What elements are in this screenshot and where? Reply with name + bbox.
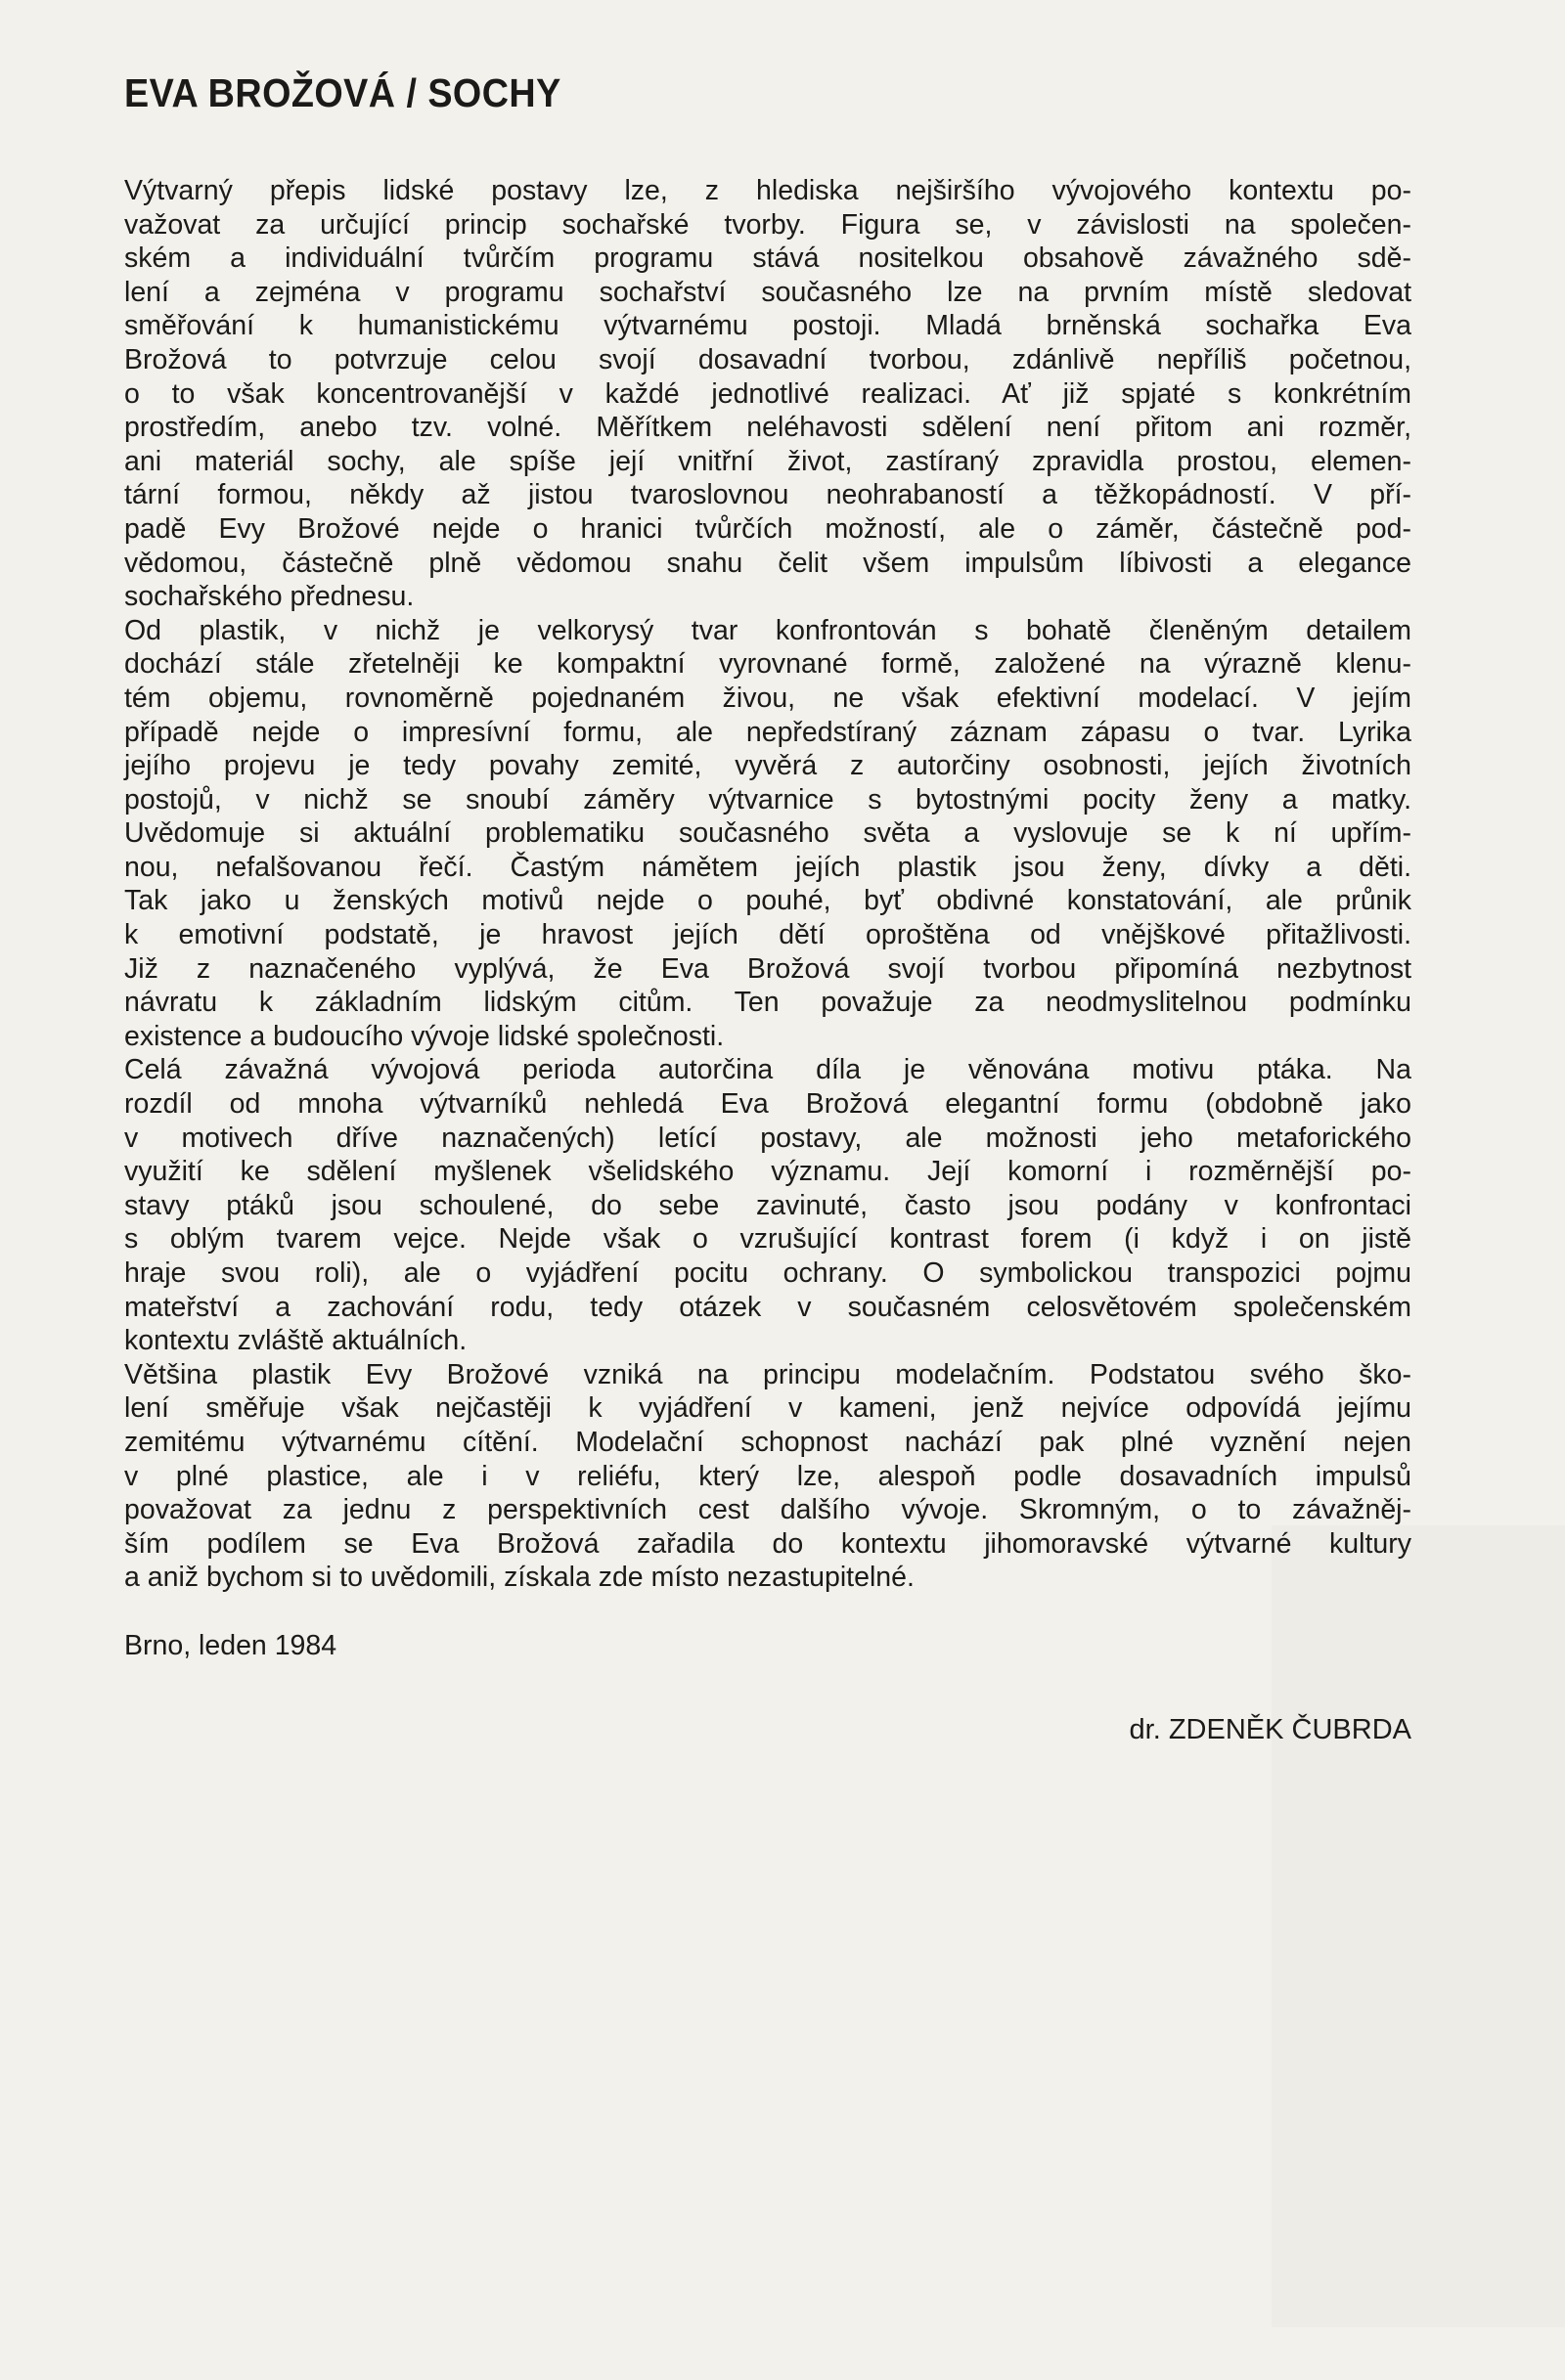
text-line: ani materiál sochy, ale spíše její vnitřní život, zastíraný zpravidla prostou, elemen- — [124, 445, 1411, 477]
text-line: vědomou, částečně plně vědomou snahu čelit všem impulsům líbivosti a elegance — [124, 547, 1411, 579]
text-line: zemitému výtvarnému cítění. Modelační schopnost nachází pak plné vyznění nejen — [124, 1426, 1411, 1458]
text-line: rozdíl od mnoha výtvarníků nehledá Eva Brožová elegantní formu (obdobně jako — [124, 1088, 1411, 1121]
text-line: v plné plastice, ale i v reliéfu, který lze, alespoň podle dosavadních impulsů — [124, 1460, 1411, 1492]
text-line: mateřství a zachování rodu, tedy otázek v současném celosvětovém společenském — [124, 1291, 1411, 1323]
paragraph — [124, 1053, 1411, 1357]
text-line: návratu k základním lidským citům. Ten považuje za neodmyslitelnou podmínku — [124, 987, 1411, 1019]
text-line: dochází stále zřetelněji ke kompaktní vyrovnané formě, založené na výrazně klenu- — [124, 648, 1411, 681]
place-date: Brno, leden 1984 — [124, 1630, 337, 1661]
text-line: k emotivní podstatě, je hravost jejích dětí oproštěna od vnějškové přitažlivosti. — [124, 919, 1411, 951]
text-line: Již z naznačeného vyplývá, že Eva Brožová svojí tvorbou připomíná nezbytnost — [124, 952, 1411, 985]
text-line: směřování k humanistickému výtvarnému postoji. Mladá brněnská sochařka Eva — [124, 310, 1411, 342]
text-line: kontextu zvláště aktuálních. — [124, 1325, 468, 1357]
text-line: Tak jako u ženských motivů nejde o pouhé, byť obdivné konstatování, ale průnik — [124, 885, 1411, 917]
author-signature: dr. ZDENĚK ČUBRDA — [1129, 1714, 1411, 1745]
page-show-through — [1272, 1525, 1565, 2327]
text-line: tární formou, někdy až jistou tvaroslovnou neohrabaností a těžkopádností. V pří- — [124, 479, 1411, 511]
text-line: ším podílem se Eva Brožová zařadila do kontextu jihomoravské výtvarné kultury — [124, 1527, 1411, 1560]
text-line: padě Evy Brožové nejde o hranici tvůrčích možností, ale o záměr, částečně pod- — [124, 512, 1411, 545]
text-line: a aniž bychom si to uvědomili, získala zde místo nezastupitelné. — [124, 1562, 915, 1594]
text-line: stavy ptáků jsou schoulené, do sebe zavinuté, často jsou podány v konfrontaci — [124, 1189, 1411, 1221]
text-line: tém objemu, rovnoměrně pojednaném živou, ne však efektivní modelací. V jejím — [124, 682, 1411, 714]
text-line: Celá závažná vývojová perioda autorčina díla je věnována motivu ptáka. Na — [124, 1054, 1411, 1086]
text-line: ském a individuální tvůrčím programu stává nositelkou obsahově závažného sdě- — [124, 242, 1411, 275]
text-line: lení směřuje však nejčastěji k vyjádření v kameni, jenž nejvíce odpovídá jejímu — [124, 1392, 1411, 1425]
text-line: Uvědomuje si aktuální problematiku současného světa a vyslovuje se k ní upřím- — [124, 817, 1411, 850]
page-title: EVA BROŽOVÁ / SOCHY — [124, 70, 561, 115]
article-body — [124, 174, 1411, 1595]
text-line: jejího projevu je tedy povahy zemité, vyvěrá z autorčiny osobnosti, jejích životních — [124, 750, 1411, 782]
text-line: Většina plastik Evy Brožové vzniká na principu modelačním. Podstatou svého ško- — [124, 1358, 1411, 1390]
text-line: o to však koncentrovanější v každé jednotlivé realizaci. Ať již spjaté s konkrétním — [124, 377, 1411, 410]
text-line: sochařského přednesu. — [124, 581, 415, 613]
text-line: v motivech dříve naznačených) letící postavy, ale možnosti jeho metaforického — [124, 1122, 1411, 1154]
text-line: postojů, v nichž se snoubí záměry výtvarnice s bytostnými pocity ženy a matky. — [124, 783, 1411, 815]
text-line: Výtvarný přepis lidské postavy lze, z hlediska nejširšího vývojového kontextu po- — [124, 175, 1411, 206]
text-line: prostředím, anebo tzv. volné. Měřítkem neléhavosti sdělení není přitom ani rozměr, — [124, 412, 1411, 444]
text-line: případě nejde o impresívní formu, ale nepředstíraný záznam zápasu o tvar. Lyrika — [124, 716, 1411, 748]
text-line: s oblým tvarem vejce. Nejde však o vzrušující kontrast forem (i když i on jistě — [124, 1223, 1411, 1256]
text-line: lení a zejména v programu sochařství současného lze na prvním místě sledovat — [124, 276, 1411, 308]
paragraph — [124, 614, 1411, 1054]
text-line: hraje svou roli), ale o vyjádření pocitu ochrany. O symbolickou transpozici pojmu — [124, 1257, 1411, 1289]
text-line: važovat za určující princip sochařské tvorby. Figura se, v závislosti na společen- — [124, 208, 1411, 241]
paragraph — [124, 1358, 1411, 1595]
text-line: považovat za jednu z perspektivních cest dalšího vývoje. Skromným, o to závažněj- — [124, 1494, 1411, 1526]
text-line: využití ke sdělení myšlenek všelidského významu. Její komorní i rozměrnější po- — [124, 1156, 1411, 1188]
paragraph — [124, 174, 1411, 614]
text-line: Brožová to potvrzuje celou svojí dosavadní tvorbou, zdánlivě nepříliš početnou, — [124, 343, 1411, 375]
text-line: nou, nefalšovanou řečí. Častým námětem jejích plastik jsou ženy, dívky a děti. — [124, 851, 1411, 883]
text-line: Od plastik, v nichž je velkorysý tvar konfrontován s bohatě členěným detailem — [124, 614, 1411, 646]
text-line: existence a budoucího vývoje lidské společnosti. — [124, 1020, 725, 1052]
